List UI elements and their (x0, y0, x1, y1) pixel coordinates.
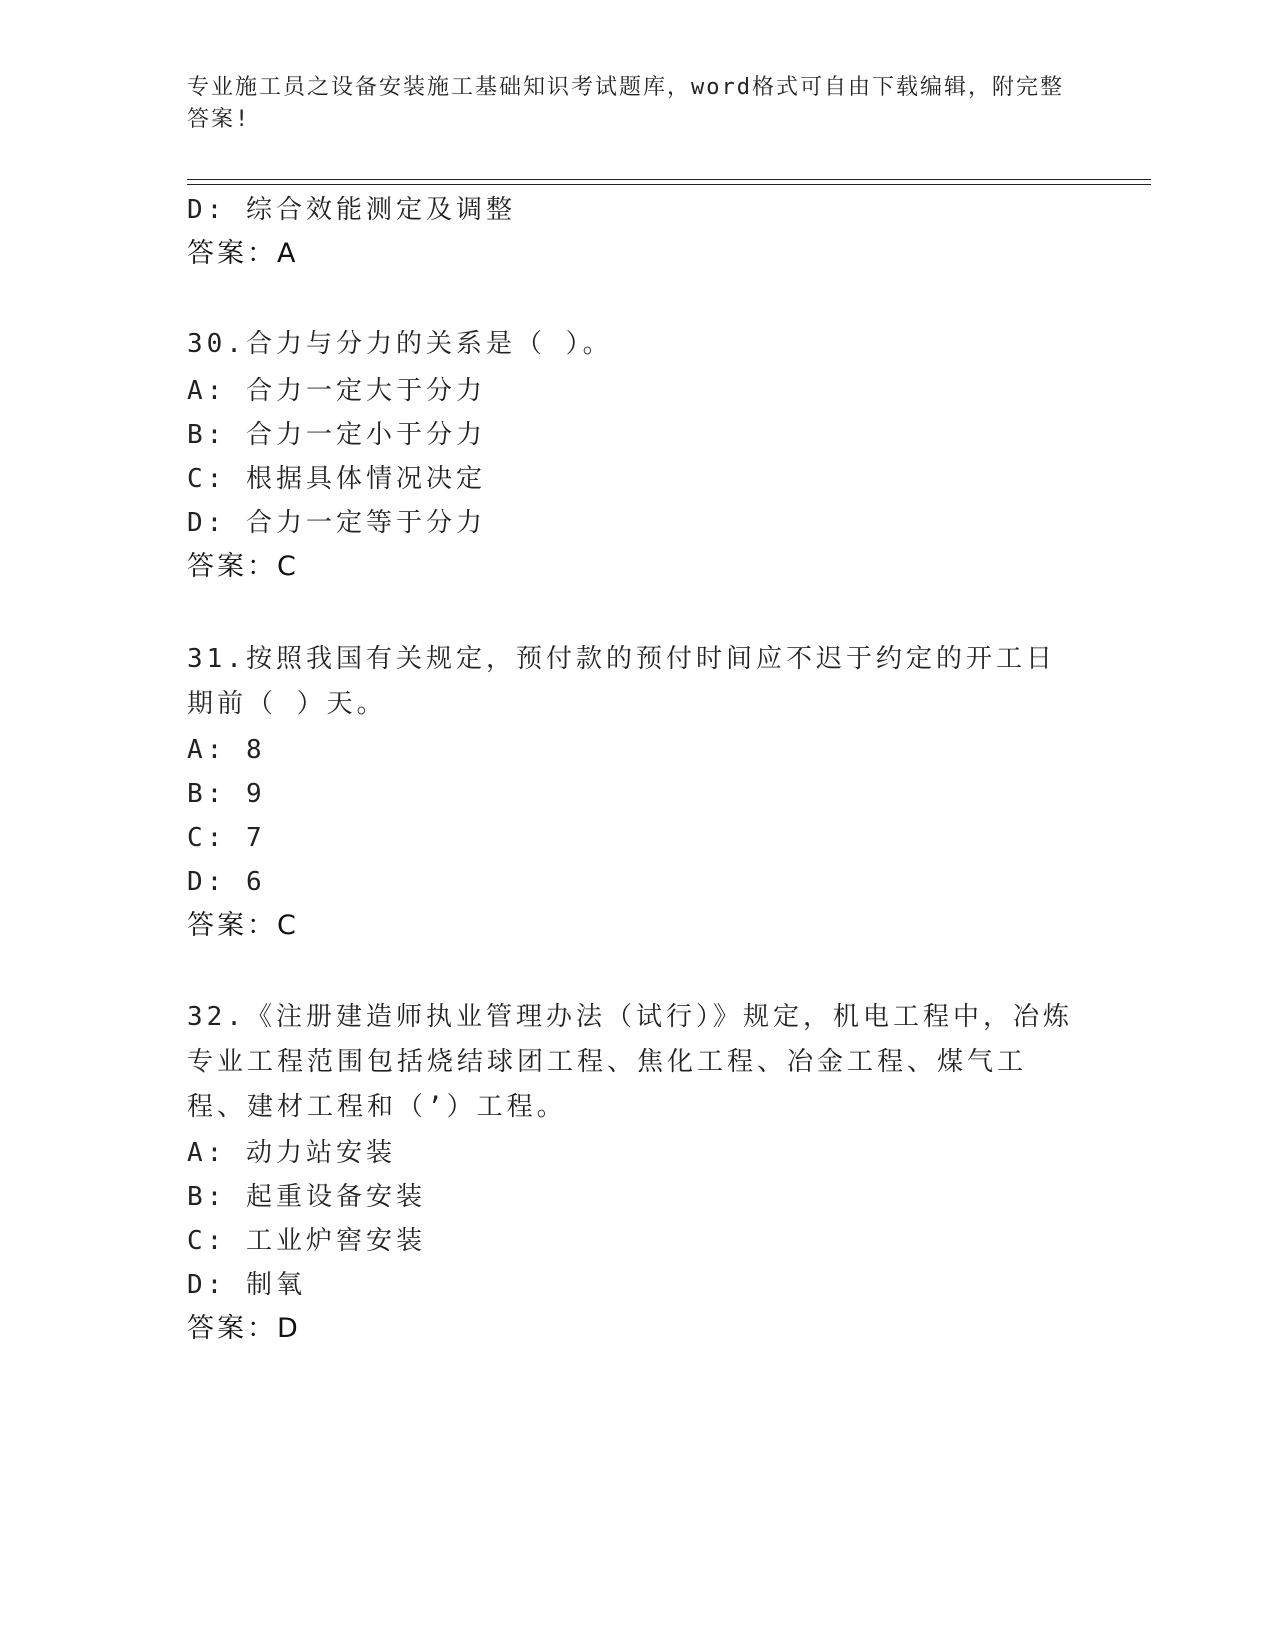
answer-line: 答案：C (187, 551, 299, 582)
question-stem: 32.《注册建造师执业管理办法（试行）》规定，机电工程中，冶炼专业工程范围包括烧结球团工程、焦化工程、冶金工程、煤气工程、建材工程和（’）工程。 (187, 1002, 1073, 1122)
answer-line: 答案：D (187, 1313, 301, 1344)
option-d: D: 6 (187, 867, 266, 897)
option-b: B: 起重设备安装 (187, 1182, 426, 1212)
option-a: A: 合力一定大于分力 (187, 376, 486, 406)
question-stem: 30.合力与分力的关系是（ ）。 (187, 329, 613, 359)
option-a: A: 8 (187, 735, 266, 765)
header-rule-top (187, 179, 1151, 180)
option-c: C: 工业炉窖安装 (187, 1226, 426, 1256)
answer-line: 答案：A (187, 238, 299, 269)
option-c: C: 根据具体情况决定 (187, 464, 486, 494)
option-d: D: 合力一定等于分力 (187, 508, 486, 538)
option-b: B: 合力一定小于分力 (187, 420, 486, 450)
option-c: C: 7 (187, 823, 266, 853)
option-b: B: 9 (187, 779, 266, 809)
answer-line: 答案：C (187, 910, 299, 941)
option-d: D: 制氧 (187, 1270, 306, 1300)
question-stem: 31.按照我国有关规定，预付款的预付时间应不迟于约定的开工日期前（ ）天。 (187, 644, 1056, 719)
option-d: D: 综合效能测定及调整 (187, 195, 516, 225)
document-header: 专业施工员之设备安装施工基础知识考试题库，word格式可自由下载编辑，附完整答案! (187, 75, 1064, 132)
header-rule-bottom (187, 184, 1151, 185)
option-a: A: 动力站安装 (187, 1138, 396, 1168)
